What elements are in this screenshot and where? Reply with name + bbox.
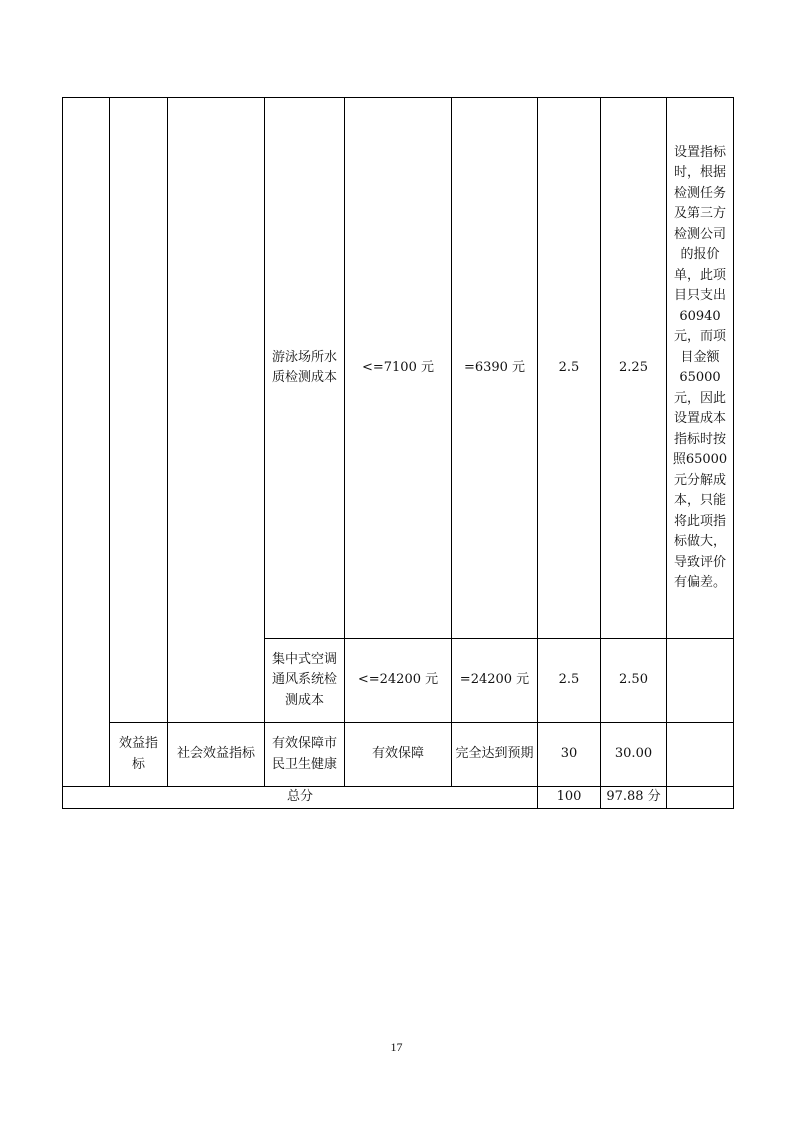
note-cell [667,639,734,723]
actual-cell: =24200 元 [452,639,538,723]
target-cell: 有效保障 [345,723,452,787]
target-cell: <=7100 元 [345,98,452,639]
table-cell-blank [667,787,734,809]
total-weight-cell: 100 [538,787,601,809]
weight-cell: 2.5 [538,98,601,639]
indicator-cell: 集中式空调通风系统检测成本 [265,639,345,723]
page-number: 17 [390,1040,403,1054]
total-score-cell: 97.88 分 [601,787,667,809]
score-cell: 2.25 [601,98,667,639]
table-cell-blank [110,98,168,723]
actual-cell: 完全达到预期 [452,723,538,787]
weight-cell: 30 [538,723,601,787]
actual-cell: =6390 元 [452,98,538,639]
table-cell-blank [168,98,265,723]
weight-cell: 2.5 [538,639,601,723]
performance-evaluation-table [62,97,734,809]
score-cell: 30.00 [601,723,667,787]
table-row-total [63,787,734,809]
indicator-cell: 有效保障市民卫生健康 [265,723,345,787]
total-label-cell: 总分 [63,787,538,809]
table-cell-blank [63,98,110,787]
table-row [63,723,734,787]
note-cell [667,723,734,787]
level1-cell: 效益指标 [110,723,168,787]
table-row [63,98,734,639]
target-cell: <=24200 元 [345,639,452,723]
note-cell: 设置指标时，根据检测任务及第三方检测公司的报价单，此项目只支出60940元，而项目金额65000元，因此设置成本指标时按照65000元分解成本，只能将此项指标做大，导致评价有偏差。 [667,98,734,639]
score-cell: 2.50 [601,639,667,723]
level2-cell: 社会效益指标 [168,723,265,787]
indicator-cell: 游泳场所水质检测成本 [265,98,345,639]
